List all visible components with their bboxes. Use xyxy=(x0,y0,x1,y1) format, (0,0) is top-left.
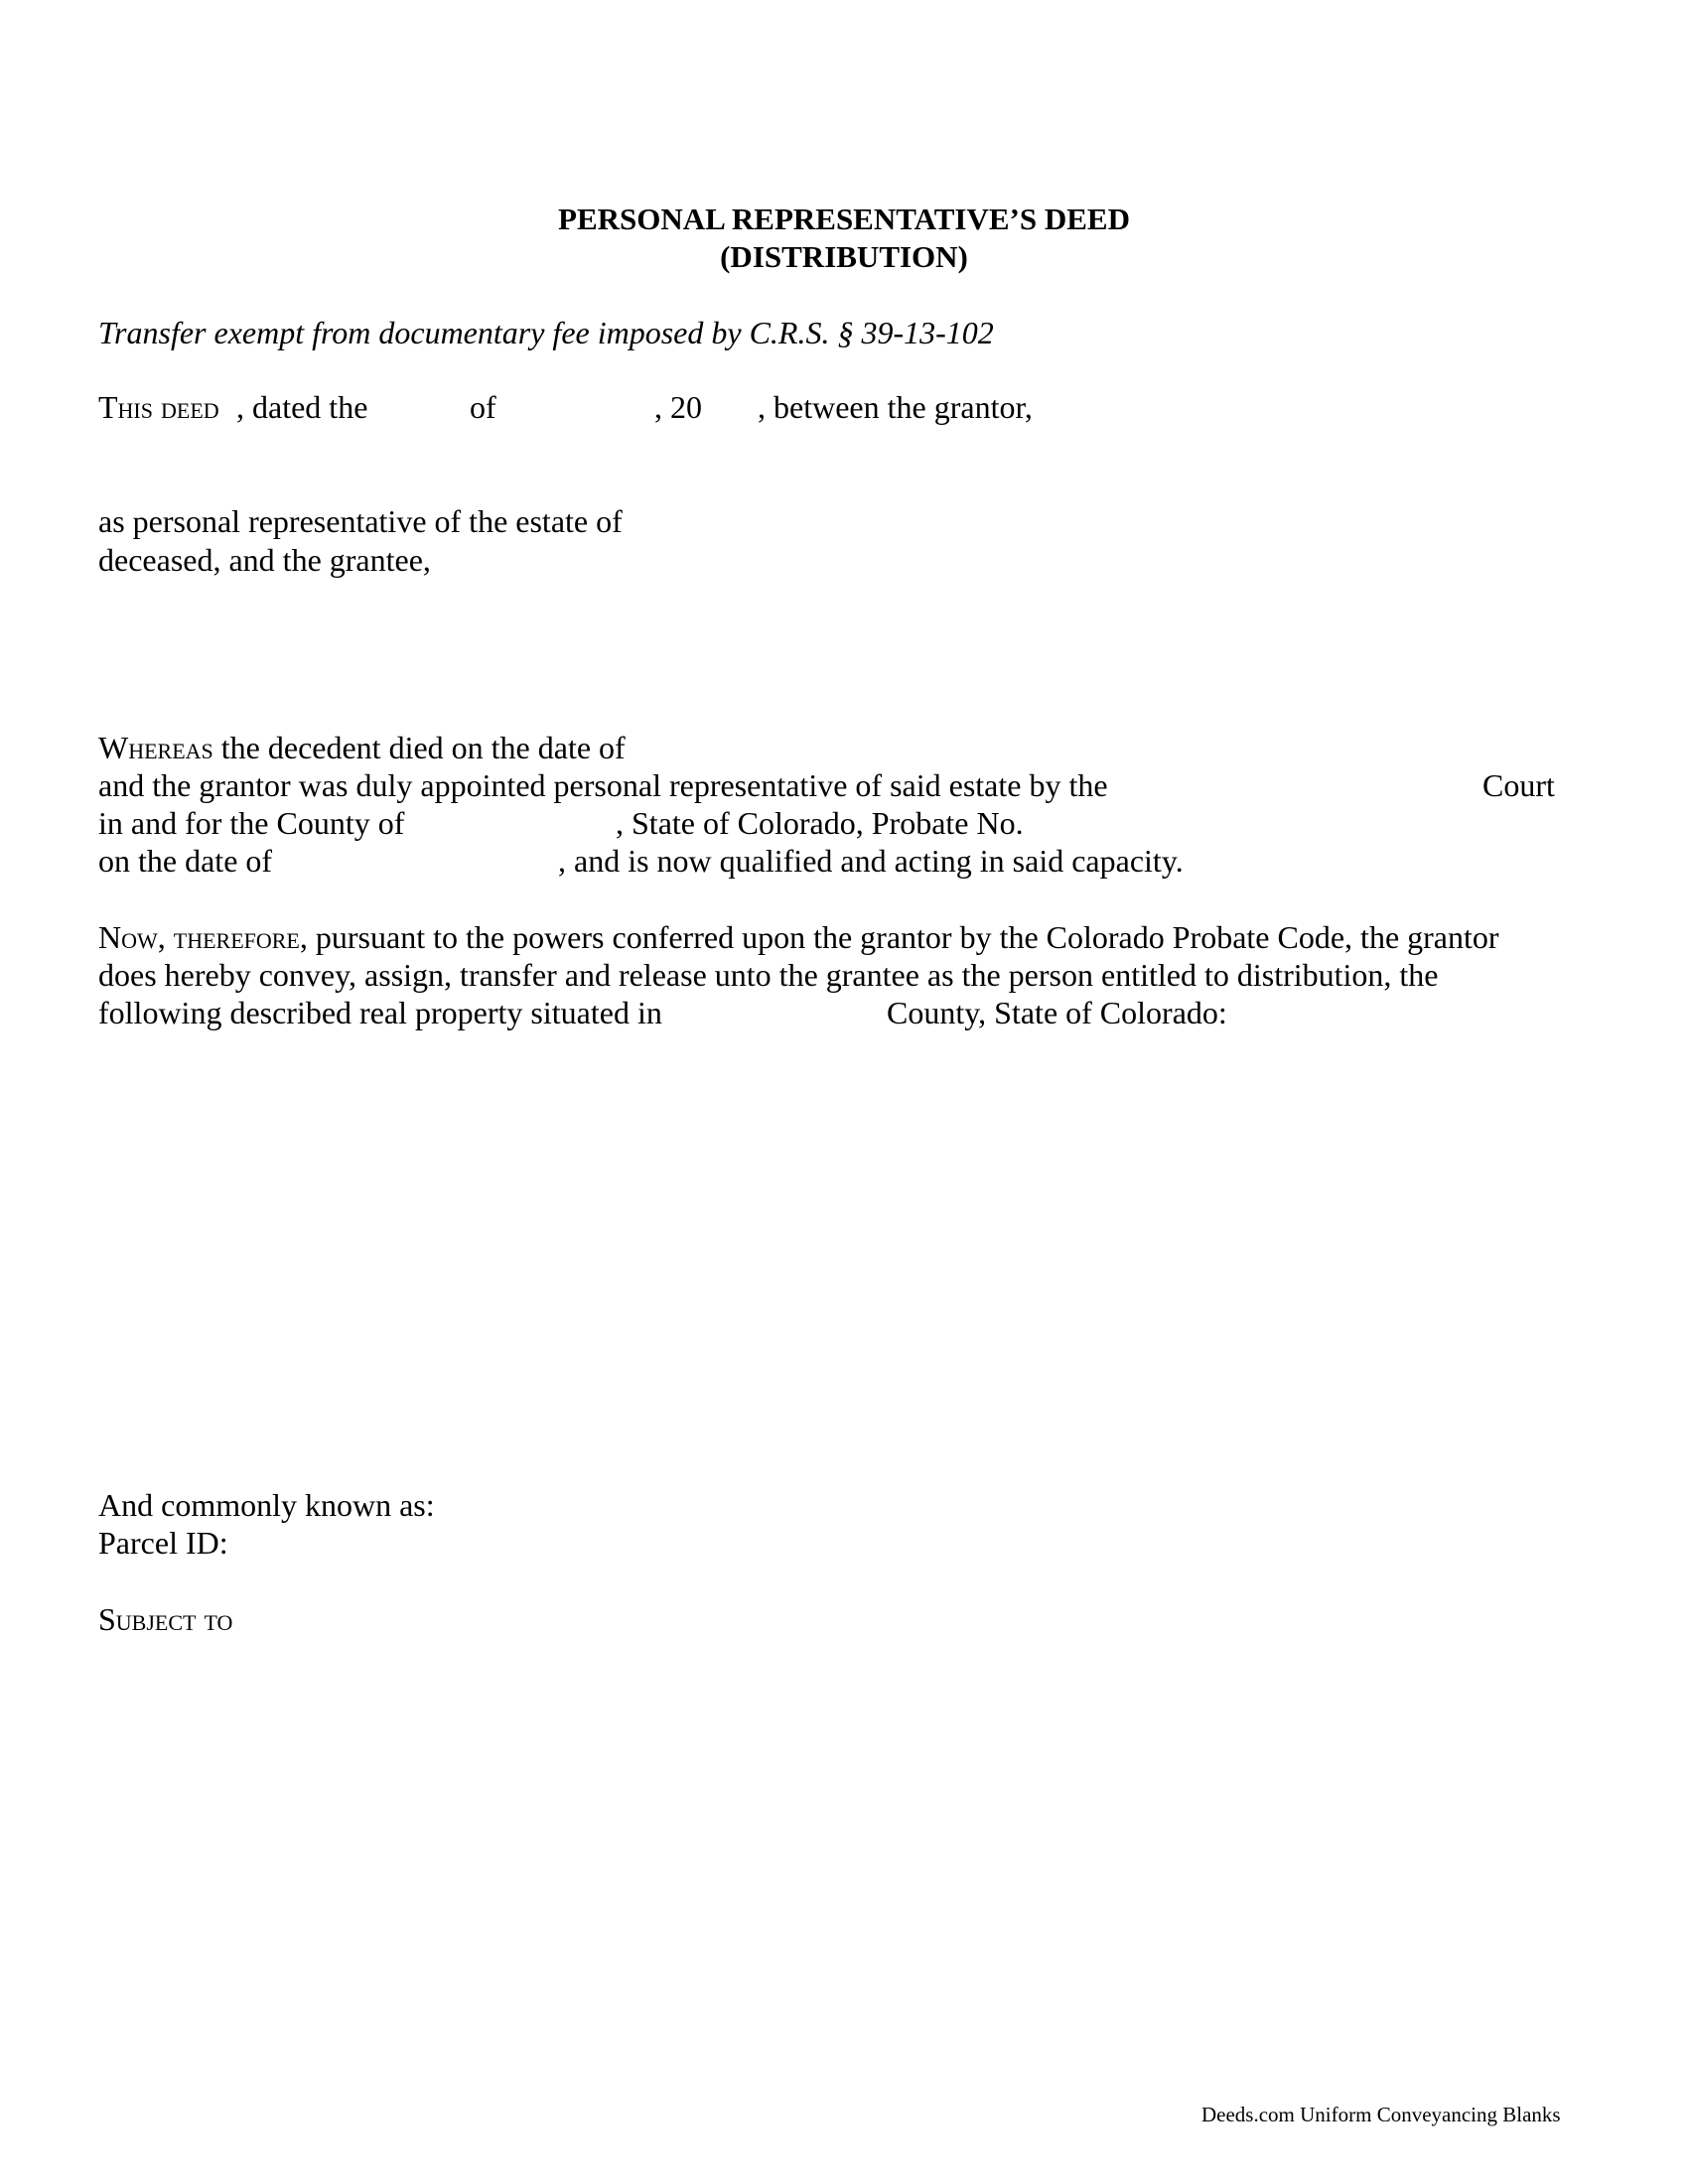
whereas-lead: Whereas xyxy=(98,730,213,765)
whereas-line-2: and the grantor was duly appointed personal representative of said estate by the xyxy=(98,767,1108,803)
document-subtitle: (DISTRIBUTION) xyxy=(720,239,968,274)
now-line-2: does hereby convey, assign, transfer and release unto the grantee as the person entitled to distribution, the xyxy=(98,957,1439,993)
deed-year-label: , 20 xyxy=(654,389,702,425)
now-line-1-text: , pursuant to the powers conferred upon the grantor by the Colorado Probate Code, the grantor xyxy=(299,919,1499,955)
deed-of-label: of xyxy=(470,389,496,425)
deed-dated-label: , dated the xyxy=(236,389,368,425)
document-title: PERSONAL REPRESENTATIVE’S DEED xyxy=(558,202,1130,236)
whereas-county-label: in and for the County of xyxy=(98,805,405,841)
deed-lead: This deed xyxy=(98,389,219,425)
deceased-line: deceased, and the grantee, xyxy=(98,542,431,578)
now-property-label: following described real property situated in xyxy=(98,995,662,1030)
whereas-qualified-label: , and is now qualified and acting in said capacity. xyxy=(558,843,1184,879)
footer-text: Deeds.com Uniform Conveyancing Blanks xyxy=(1201,2103,1561,2126)
whereas-probate-label: , State of Colorado, Probate No. xyxy=(616,805,1024,841)
parcel-id-label: Parcel ID: xyxy=(98,1525,228,1561)
subject-to-label: Subject to xyxy=(98,1601,233,1637)
now-county-label: County, State of Colorado: xyxy=(887,995,1227,1030)
whereas-court-label: Court xyxy=(1482,767,1555,803)
whereas-line-1 xyxy=(98,729,626,766)
estate-line: as personal representative of the estate of xyxy=(98,503,623,539)
now-line-1 xyxy=(98,918,1499,956)
deed-between-label: , between the grantor, xyxy=(758,389,1033,425)
exempt-note: Transfer exempt from documentary fee imposed by C.R.S. § 39-13-102 xyxy=(98,315,994,350)
commonly-known-label: And commonly known as: xyxy=(98,1487,435,1523)
whereas-date-label: on the date of xyxy=(98,843,273,879)
whereas-line-1-text: the decedent died on the date of xyxy=(212,730,626,765)
now-lead: Now, therefore xyxy=(98,919,300,955)
